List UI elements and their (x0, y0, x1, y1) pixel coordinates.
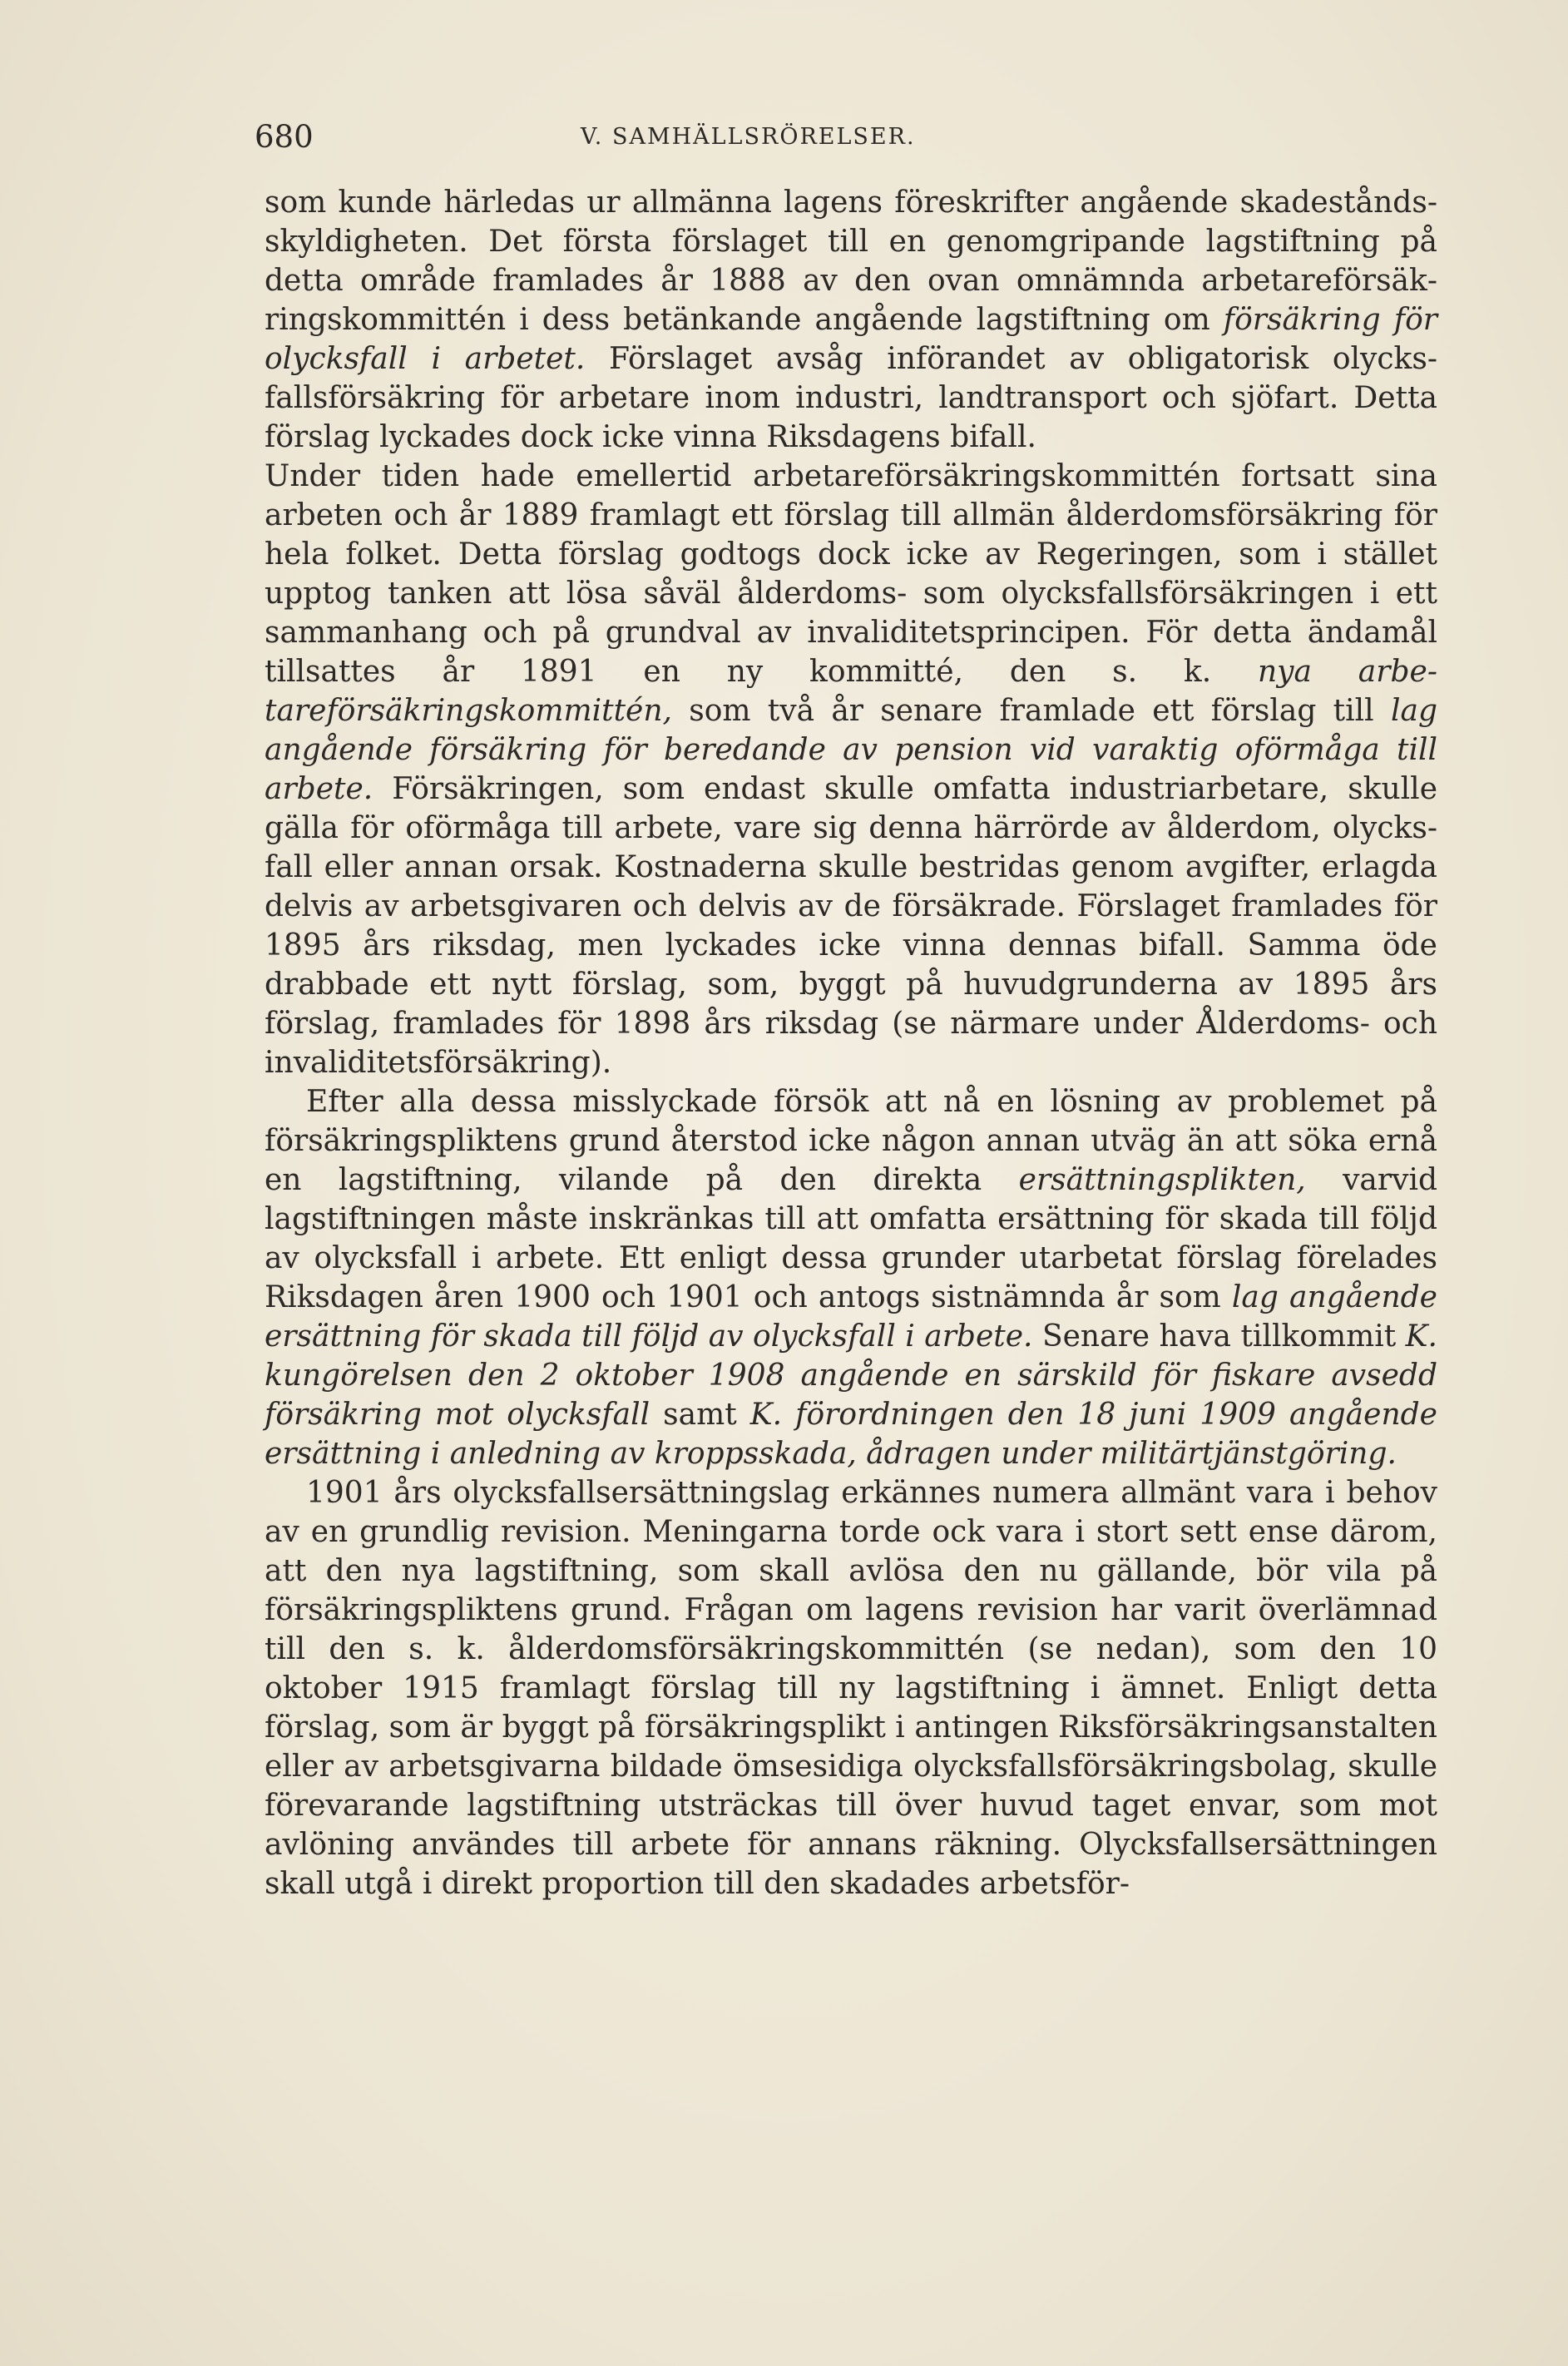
section-title: V. SAMHÄLLSRÖRELSER. (581, 124, 916, 150)
italic-run: K. kungörelsen den 2 oktober 1908 angående en särskild för fiskare avsedd försäkring mot olycksfall (265, 1319, 1437, 1432)
body-text (265, 183, 1437, 1903)
text-run: 1901 års olycksfallsersättningslag erkännes numera allmänt vara i behov av en grundlig revision. Meningarna torde ock vara i stort sett ense därom, att den nya lagstiftning, som skall avlösa den nu gällande, bör vila på försäkringspliktens grund. Frågan om lagens revision har varit överlämnad till den s. k. ålderdomsförsäkringskommittén (se nedan), som den 10 oktober 1915 framlagt förslag till ny lagstiftning i ämnet. Enligt detta förslag, som är byggt på försäkringsplikt i antingen Riksförsäkringsanstalten eller av arbetsgivarna bildade ömsesidiga olycksfallsförsäkringsbolag, skulle förevarande lagstiftning utsträckas till över huvud taget envar, som mot avlöning användes till arbete för annans räkning. Olycksfallsersättningen skall utgå i direkt proportion till den skadades arbetsför- (265, 1476, 1437, 1901)
italic-run: lag angående försäkring för beredande av pension vid varaktig oförmåga till arbete. (265, 694, 1437, 806)
paragraph-2 (265, 457, 1437, 1082)
paragraph-4 (265, 1473, 1437, 1903)
text-run: Försäkringen, som endast skulle omfatta industriarbetare, skulle gälla för oförmåga till arbete, vare sig denna härrörde av ålderdom, olycksfall eller annan orsak. Kostnaderna skulle bestridas genom avgifter, erlagda delvis av arbetsgivaren och delvis av de försäkrade. Förslaget framlades för 1895 års riksdag, men lyckades icke vinna dennas bifall. Samma öde drabbade ett nytt förslag, som, byggt på huvudgrunderna av 1895 års förslag, framlades för 1898 års riksdag (se närmare under Ålderdoms- och invaliditetsförsäkring). (265, 772, 1437, 1080)
paragraph-3 (265, 1082, 1437, 1473)
italic-run: K. förordningen den 18 juni 1909 angående ersättning i anledning av kroppsskada, ådragen under militärtjänstgöring. (265, 1398, 1437, 1471)
text-run: Förslaget avsåg införandet av obligatorisk olycksfallsförsäkring för arbetare inom industri, landtransport och sjöfart. Detta förslag lyckades dock icke vinna Riksdagens bifall. (265, 342, 1437, 454)
italic-run: nya arbetareförsäkringskommittén, (265, 655, 1437, 728)
text-run: Efter alla dessa misslyckade försök att nå en lösning av problemet på försäkringspliktens grund återstod icke någon annan utväg än att söka ernå en lagstiftning, vilande på den direkta (265, 1085, 1437, 1197)
italic-run: försäkring för olycksfall i arbetet. (265, 303, 1437, 376)
text-run: Under tiden hade emellertid arbetareförsäkringskommittén fortsatt sina arbeten och år 1889 framlagt ett förslag till allmän ålderdomsförsäkring för hela folket. Detta förslag godtogs dock icke av Regeringen, som i stället upptog tanken att lösa såväl ålderdoms- som olycksfallsförsäkringen i ett sammanhang och på grundval av invaliditetsprincipen. För detta ändamål tillsattes år 1891 en ny kommitté, den s. k. (265, 459, 1437, 689)
running-head (255, 119, 1439, 161)
text-run: som två år senare framlade ett förslag till (671, 694, 1391, 728)
page-number: 680 (255, 119, 314, 155)
text-run: samt (650, 1398, 750, 1432)
paragraph-1 (265, 183, 1437, 457)
italic-run: lag angående ersättning för skada till följd av olycksfall i arbete. (265, 1280, 1437, 1354)
text-run: som kunde härledas ur allmänna lagens föreskrifter angående skadeståndsskyldigheten. Det första förslaget till en genomgripande lagstiftning på detta område framlades år 1888 av den ovan omnämnda arbetareförsäkringskommittén i dess betänkande angående lagstiftning om (265, 186, 1437, 337)
text-run: Senare hava tillkommit (1032, 1319, 1406, 1354)
text-run: varvid lagstiftningen måste inskränkas till att omfatta ersättning för skada till följd av olycksfall i arbete. Ett enligt dessa grunder utarbetat förslag förelades Riksdagen åren 1900 och 1901 och antogs sistnämnda år som (265, 1163, 1438, 1314)
italic-run: ersättningsplikten, (1018, 1163, 1306, 1197)
